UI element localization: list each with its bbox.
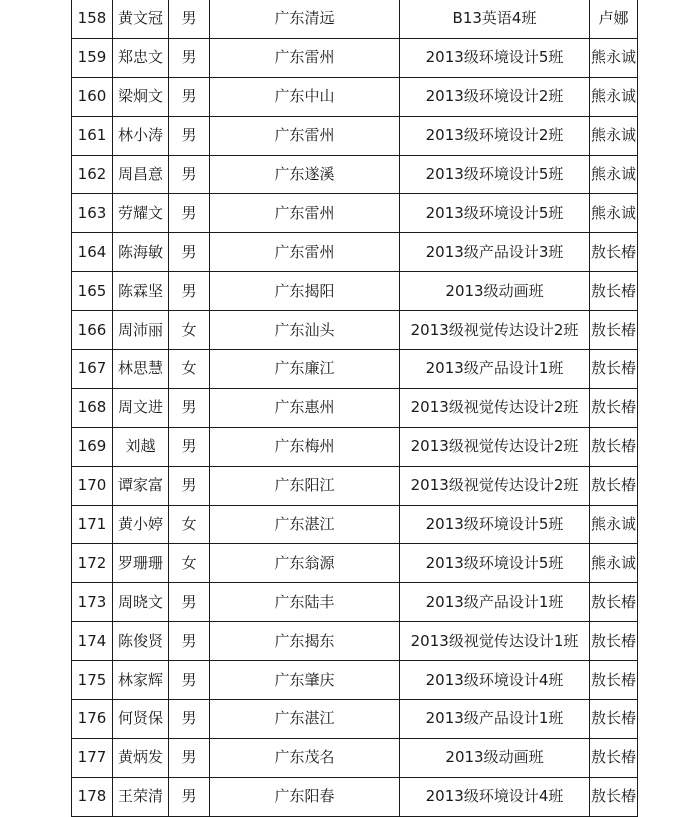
cell-name: 周晓文 <box>113 583 169 622</box>
cell-number: 163 <box>72 194 113 233</box>
cell-name: 陈俊贤 <box>113 622 169 661</box>
cell-teacher: 敖长椿 <box>590 583 638 622</box>
cell-class: 2013级动画班 <box>400 738 590 777</box>
cell-origin: 广东雷州 <box>210 194 400 233</box>
cell-number: 170 <box>72 466 113 505</box>
cell-teacher: 熊永诚 <box>590 116 638 155</box>
cell-number: 169 <box>72 427 113 466</box>
cell-gender: 男 <box>169 700 210 739</box>
cell-teacher: 熊永诚 <box>590 77 638 116</box>
cell-number: 158 <box>72 0 113 38</box>
cell-class: 2013级环境设计2班 <box>400 77 590 116</box>
cell-teacher: 敖长椿 <box>590 427 638 466</box>
cell-class: 2013级视觉传达设计2班 <box>400 311 590 350</box>
table-row <box>72 0 638 38</box>
cell-class: 2013级产品设计1班 <box>400 700 590 739</box>
cell-teacher: 敖长椿 <box>590 777 638 816</box>
cell-number: 176 <box>72 700 113 739</box>
table-row <box>72 350 638 389</box>
cell-teacher: 熊永诚 <box>590 544 638 583</box>
student-roster-table <box>71 0 638 817</box>
cell-gender: 男 <box>169 155 210 194</box>
table-row <box>72 272 638 311</box>
cell-name: 林思慧 <box>113 350 169 389</box>
cell-class: 2013级环境设计5班 <box>400 194 590 233</box>
cell-number: 168 <box>72 388 113 427</box>
cell-teacher: 敖长椿 <box>590 700 638 739</box>
cell-gender: 男 <box>169 0 210 38</box>
cell-teacher: 敖长椿 <box>590 466 638 505</box>
table-row <box>72 155 638 194</box>
cell-name: 罗珊珊 <box>113 544 169 583</box>
cell-number: 177 <box>72 738 113 777</box>
cell-origin: 广东揭东 <box>210 622 400 661</box>
cell-teacher: 敖长椿 <box>590 272 638 311</box>
cell-origin: 广东湛江 <box>210 505 400 544</box>
cell-teacher: 敖长椿 <box>590 311 638 350</box>
cell-class: 2013级视觉传达设计2班 <box>400 388 590 427</box>
cell-origin: 广东汕头 <box>210 311 400 350</box>
cell-class: 2013级环境设计5班 <box>400 38 590 77</box>
cell-gender: 女 <box>169 350 210 389</box>
cell-number: 172 <box>72 544 113 583</box>
table-row <box>72 622 638 661</box>
cell-number: 166 <box>72 311 113 350</box>
cell-gender: 男 <box>169 388 210 427</box>
cell-origin: 广东廉江 <box>210 350 400 389</box>
cell-name: 何贤保 <box>113 700 169 739</box>
cell-name: 黄文冠 <box>113 0 169 38</box>
cell-teacher: 敖长椿 <box>590 350 638 389</box>
cell-origin: 广东清远 <box>210 0 400 38</box>
cell-number: 171 <box>72 505 113 544</box>
table-row <box>72 583 638 622</box>
table-row <box>72 700 638 739</box>
cell-name: 周昌意 <box>113 155 169 194</box>
table-row <box>72 233 638 272</box>
cell-teacher: 卢娜 <box>590 0 638 38</box>
cell-origin: 广东雷州 <box>210 38 400 77</box>
cell-class: 2013级环境设计4班 <box>400 661 590 700</box>
cell-number: 160 <box>72 77 113 116</box>
cell-number: 159 <box>72 38 113 77</box>
cell-name: 刘越 <box>113 427 169 466</box>
table-row <box>72 505 638 544</box>
cell-gender: 男 <box>169 38 210 77</box>
cell-name: 梁炯文 <box>113 77 169 116</box>
cell-number: 167 <box>72 350 113 389</box>
cell-class: B13英语4班 <box>400 0 590 38</box>
table-row <box>72 116 638 155</box>
cell-origin: 广东梅州 <box>210 427 400 466</box>
cell-class: 2013级视觉传达设计2班 <box>400 427 590 466</box>
cell-origin: 广东揭阳 <box>210 272 400 311</box>
table-row <box>72 427 638 466</box>
table-row <box>72 777 638 816</box>
cell-gender: 男 <box>169 583 210 622</box>
cell-teacher: 熊永诚 <box>590 505 638 544</box>
cell-origin: 广东肇庆 <box>210 661 400 700</box>
cell-origin: 广东雷州 <box>210 116 400 155</box>
cell-origin: 广东翁源 <box>210 544 400 583</box>
cell-class: 2013级动画班 <box>400 272 590 311</box>
cell-number: 162 <box>72 155 113 194</box>
table-row <box>72 38 638 77</box>
cell-gender: 男 <box>169 466 210 505</box>
cell-gender: 女 <box>169 544 210 583</box>
cell-class: 2013级环境设计5班 <box>400 505 590 544</box>
cell-class: 2013级产品设计3班 <box>400 233 590 272</box>
cell-name: 郑忠文 <box>113 38 169 77</box>
cell-class: 2013级环境设计5班 <box>400 544 590 583</box>
cell-number: 178 <box>72 777 113 816</box>
cell-number: 161 <box>72 116 113 155</box>
cell-origin: 广东雷州 <box>210 233 400 272</box>
cell-origin: 广东阳春 <box>210 777 400 816</box>
cell-gender: 男 <box>169 777 210 816</box>
cell-name: 陈海敏 <box>113 233 169 272</box>
cell-gender: 男 <box>169 272 210 311</box>
cell-class: 2013级产品设计1班 <box>400 583 590 622</box>
cell-class: 2013级环境设计4班 <box>400 777 590 816</box>
cell-gender: 男 <box>169 738 210 777</box>
cell-number: 165 <box>72 272 113 311</box>
cell-name: 黄炳发 <box>113 738 169 777</box>
table-row <box>72 738 638 777</box>
table-row <box>72 311 638 350</box>
cell-name: 王荣清 <box>113 777 169 816</box>
cell-class: 2013级环境设计5班 <box>400 155 590 194</box>
table-row <box>72 194 638 233</box>
cell-class: 2013级产品设计1班 <box>400 350 590 389</box>
cell-gender: 女 <box>169 311 210 350</box>
table-row <box>72 466 638 505</box>
cell-origin: 广东惠州 <box>210 388 400 427</box>
cell-teacher: 熊永诚 <box>590 194 638 233</box>
cell-gender: 男 <box>169 622 210 661</box>
cell-teacher: 敖长椿 <box>590 738 638 777</box>
cell-teacher: 熊永诚 <box>590 38 638 77</box>
roster-body <box>72 0 638 816</box>
cell-gender: 男 <box>169 194 210 233</box>
cell-gender: 男 <box>169 116 210 155</box>
table-row <box>72 77 638 116</box>
cell-name: 周文进 <box>113 388 169 427</box>
cell-teacher: 敖长椿 <box>590 622 638 661</box>
cell-name: 林家辉 <box>113 661 169 700</box>
cell-origin: 广东湛江 <box>210 700 400 739</box>
cell-name: 林小涛 <box>113 116 169 155</box>
cell-number: 164 <box>72 233 113 272</box>
cell-gender: 男 <box>169 77 210 116</box>
cell-origin: 广东茂名 <box>210 738 400 777</box>
cell-gender: 男 <box>169 427 210 466</box>
cell-class: 2013级环境设计2班 <box>400 116 590 155</box>
cell-teacher: 敖长椿 <box>590 388 638 427</box>
cell-origin: 广东遂溪 <box>210 155 400 194</box>
cell-name: 谭家富 <box>113 466 169 505</box>
cell-teacher: 熊永诚 <box>590 155 638 194</box>
cell-class: 2013级视觉传达设计2班 <box>400 466 590 505</box>
cell-teacher: 敖长椿 <box>590 661 638 700</box>
cell-name: 周沛丽 <box>113 311 169 350</box>
table-row <box>72 544 638 583</box>
cell-class: 2013级视觉传达设计1班 <box>400 622 590 661</box>
cell-number: 173 <box>72 583 113 622</box>
cell-gender: 男 <box>169 661 210 700</box>
cell-number: 175 <box>72 661 113 700</box>
cell-name: 劳耀文 <box>113 194 169 233</box>
cell-gender: 女 <box>169 505 210 544</box>
cell-origin: 广东阳江 <box>210 466 400 505</box>
cell-teacher: 敖长椿 <box>590 233 638 272</box>
cell-name: 黄小婷 <box>113 505 169 544</box>
cell-origin: 广东陆丰 <box>210 583 400 622</box>
table-row <box>72 661 638 700</box>
cell-name: 陈霖坚 <box>113 272 169 311</box>
cell-gender: 男 <box>169 233 210 272</box>
cell-number: 174 <box>72 622 113 661</box>
table-row <box>72 388 638 427</box>
cell-origin: 广东中山 <box>210 77 400 116</box>
